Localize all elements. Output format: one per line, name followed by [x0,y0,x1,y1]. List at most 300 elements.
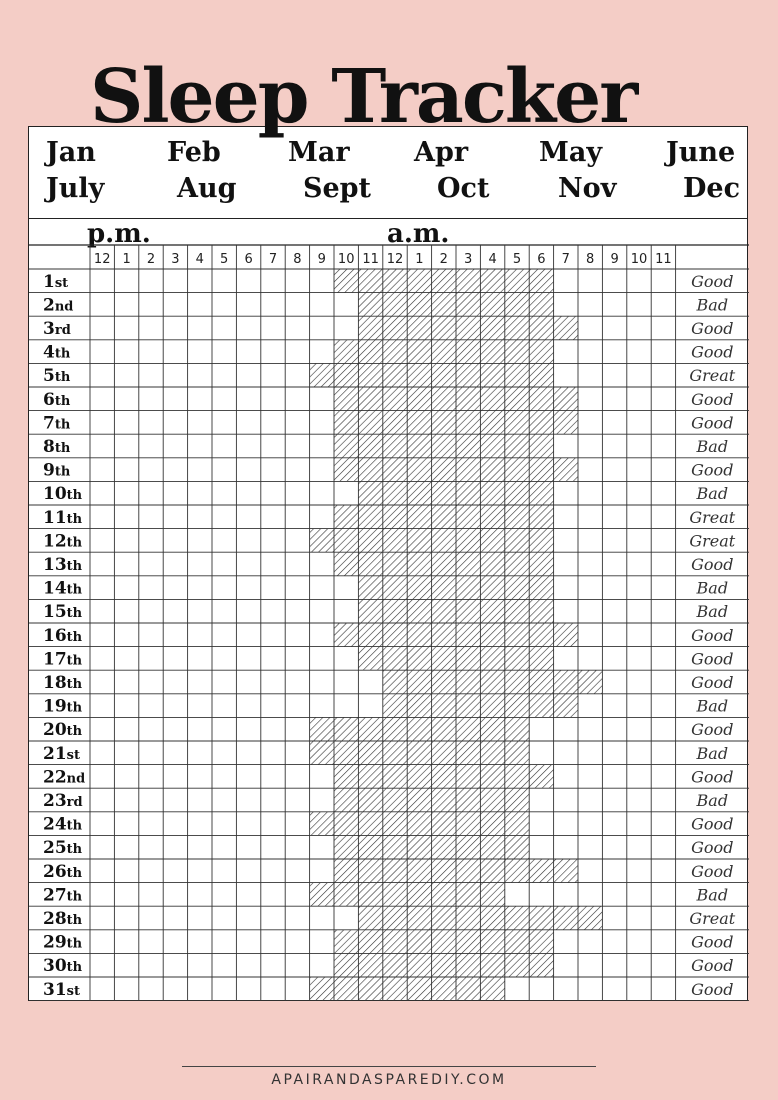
sleep-cell[interactable] [529,623,553,647]
sleep-cell[interactable] [383,953,407,977]
sleep-cell[interactable] [505,670,529,694]
sleep-cell[interactable] [505,411,529,435]
sleep-cell[interactable] [480,552,504,576]
sleep-cell[interactable] [456,930,480,954]
sleep-cell[interactable] [554,411,578,435]
sleep-cell[interactable] [432,741,456,765]
month-may[interactable]: May [539,137,603,168]
sleep-cell[interactable] [456,340,480,364]
sleep-cell[interactable] [407,434,431,458]
sleep-cell[interactable] [358,717,382,741]
sleep-rating[interactable]: Good [691,460,734,480]
sleep-cell[interactable] [334,859,358,883]
sleep-cell[interactable] [358,765,382,789]
sleep-cell[interactable] [383,552,407,576]
sleep-cell[interactable] [358,599,382,623]
sleep-cell[interactable] [383,434,407,458]
sleep-cell[interactable] [407,883,431,907]
sleep-cell[interactable] [505,434,529,458]
sleep-cell[interactable] [456,505,480,529]
sleep-cell[interactable] [529,765,553,789]
sleep-cell[interactable] [432,340,456,364]
sleep-cell[interactable] [383,599,407,623]
sleep-cell[interactable] [334,387,358,411]
sleep-cell[interactable] [505,623,529,647]
sleep-cell[interactable] [407,505,431,529]
sleep-rating[interactable]: Good [691,649,734,669]
sleep-cell[interactable] [383,293,407,317]
sleep-cell[interactable] [358,552,382,576]
sleep-cell[interactable] [407,670,431,694]
sleep-cell[interactable] [407,694,431,718]
sleep-cell[interactable] [432,411,456,435]
sleep-cell[interactable] [456,293,480,317]
sleep-cell[interactable] [480,599,504,623]
sleep-cell[interactable] [480,340,504,364]
sleep-cell[interactable] [407,647,431,671]
sleep-cell[interactable] [529,340,553,364]
sleep-cell[interactable] [358,269,382,293]
sleep-cell[interactable] [480,363,504,387]
month-feb[interactable]: Feb [167,137,221,168]
sleep-cell[interactable] [334,505,358,529]
sleep-cell[interactable] [358,340,382,364]
sleep-cell[interactable] [578,906,602,930]
sleep-cell[interactable] [456,883,480,907]
sleep-rating[interactable]: Bad [696,602,729,622]
sleep-cell[interactable] [407,481,431,505]
sleep-cell[interactable] [432,293,456,317]
sleep-cell[interactable] [383,529,407,553]
sleep-cell[interactable] [505,788,529,812]
sleep-cell[interactable] [480,576,504,600]
sleep-cell[interactable] [358,835,382,859]
sleep-cell[interactable] [334,953,358,977]
sleep-cell[interactable] [432,552,456,576]
sleep-rating[interactable]: Good [691,861,734,881]
sleep-cell[interactable] [383,977,407,1001]
sleep-rating[interactable]: Good [691,389,734,409]
sleep-cell[interactable] [358,529,382,553]
sleep-cell[interactable] [505,316,529,340]
sleep-cell[interactable] [407,269,431,293]
sleep-cell[interactable] [456,481,480,505]
sleep-cell[interactable] [358,316,382,340]
sleep-rating[interactable]: Bad [696,885,729,905]
sleep-cell[interactable] [334,434,358,458]
sleep-cell[interactable] [505,505,529,529]
sleep-cell[interactable] [334,930,358,954]
sleep-cell[interactable] [505,765,529,789]
sleep-cell[interactable] [456,623,480,647]
sleep-cell[interactable] [554,906,578,930]
sleep-cell[interactable] [310,741,334,765]
sleep-cell[interactable] [480,411,504,435]
sleep-cell[interactable] [529,953,553,977]
sleep-cell[interactable] [432,953,456,977]
sleep-cell[interactable] [505,812,529,836]
sleep-cell[interactable] [480,670,504,694]
sleep-cell[interactable] [456,599,480,623]
sleep-cell[interactable] [480,529,504,553]
sleep-cell[interactable] [358,647,382,671]
sleep-cell[interactable] [334,552,358,576]
sleep-cell[interactable] [505,458,529,482]
sleep-cell[interactable] [432,363,456,387]
sleep-cell[interactable] [358,623,382,647]
sleep-cell[interactable] [310,529,334,553]
sleep-cell[interactable] [334,812,358,836]
sleep-cell[interactable] [529,529,553,553]
sleep-cell[interactable] [505,576,529,600]
sleep-cell[interactable] [554,670,578,694]
sleep-rating[interactable]: Good [691,319,734,338]
sleep-cell[interactable] [529,411,553,435]
sleep-cell[interactable] [505,859,529,883]
sleep-cell[interactable] [432,481,456,505]
sleep-cell[interactable] [456,434,480,458]
sleep-cell[interactable] [456,977,480,1001]
sleep-cell[interactable] [505,717,529,741]
sleep-cell[interactable] [456,953,480,977]
sleep-cell[interactable] [358,363,382,387]
sleep-cell[interactable] [505,293,529,317]
sleep-cell[interactable] [480,788,504,812]
sleep-cell[interactable] [407,717,431,741]
sleep-cell[interactable] [334,835,358,859]
sleep-cell[interactable] [456,670,480,694]
sleep-cell[interactable] [480,316,504,340]
sleep-cell[interactable] [529,481,553,505]
sleep-cell[interactable] [456,812,480,836]
sleep-rating[interactable]: Good [691,956,734,976]
month-july[interactable]: July [46,173,105,204]
sleep-cell[interactable] [310,977,334,1001]
sleep-rating[interactable]: Good [691,413,734,433]
sleep-cell[interactable] [334,363,358,387]
sleep-cell[interactable] [505,552,529,576]
sleep-cell[interactable] [505,835,529,859]
sleep-cell[interactable] [383,387,407,411]
sleep-cell[interactable] [358,859,382,883]
sleep-cell[interactable] [358,576,382,600]
sleep-rating[interactable]: Great [689,909,736,928]
sleep-rating[interactable]: Bad [696,437,729,456]
sleep-cell[interactable] [432,906,456,930]
sleep-cell[interactable] [358,411,382,435]
sleep-rating[interactable]: Bad [696,295,729,315]
sleep-cell[interactable] [529,269,553,293]
month-mar[interactable]: Mar [288,137,350,168]
sleep-cell[interactable] [456,859,480,883]
sleep-cell[interactable] [334,717,358,741]
sleep-cell[interactable] [480,623,504,647]
sleep-cell[interactable] [456,647,480,671]
sleep-cell[interactable] [383,930,407,954]
sleep-cell[interactable] [407,859,431,883]
sleep-cell[interactable] [529,458,553,482]
sleep-cell[interactable] [480,930,504,954]
sleep-rating[interactable]: Good [691,932,734,952]
sleep-cell[interactable] [529,576,553,600]
sleep-rating[interactable]: Good [691,767,734,787]
sleep-cell[interactable] [358,481,382,505]
sleep-cell[interactable] [334,741,358,765]
sleep-cell[interactable] [407,788,431,812]
sleep-cell[interactable] [480,647,504,671]
sleep-cell[interactable] [383,647,407,671]
sleep-cell[interactable] [432,670,456,694]
sleep-cell[interactable] [480,434,504,458]
sleep-cell[interactable] [383,906,407,930]
sleep-cell[interactable] [529,434,553,458]
sleep-rating[interactable]: Good [691,720,734,740]
sleep-cell[interactable] [432,576,456,600]
sleep-cell[interactable] [383,411,407,435]
sleep-cell[interactable] [505,387,529,411]
sleep-cell[interactable] [505,340,529,364]
sleep-cell[interactable] [456,906,480,930]
sleep-rating[interactable]: Good [691,555,734,574]
sleep-cell[interactable] [358,977,382,1001]
sleep-cell[interactable] [432,387,456,411]
sleep-cell[interactable] [383,363,407,387]
sleep-cell[interactable] [407,599,431,623]
sleep-cell[interactable] [554,859,578,883]
sleep-cell[interactable] [432,529,456,553]
sleep-cell[interactable] [407,552,431,576]
sleep-cell[interactable] [529,930,553,954]
sleep-cell[interactable] [480,458,504,482]
sleep-cell[interactable] [358,741,382,765]
sleep-rating[interactable]: Good [691,814,734,834]
sleep-cell[interactable] [407,765,431,789]
sleep-cell[interactable] [505,481,529,505]
sleep-cell[interactable] [407,387,431,411]
sleep-cell[interactable] [456,458,480,482]
sleep-cell[interactable] [432,835,456,859]
sleep-cell[interactable] [334,623,358,647]
sleep-cell[interactable] [480,859,504,883]
sleep-cell[interactable] [432,434,456,458]
sleep-cell[interactable] [358,434,382,458]
sleep-cell[interactable] [480,387,504,411]
sleep-cell[interactable] [480,269,504,293]
sleep-cell[interactable] [554,316,578,340]
sleep-cell[interactable] [383,505,407,529]
month-jan[interactable]: Jan [46,137,96,168]
sleep-cell[interactable] [480,717,504,741]
sleep-cell[interactable] [480,505,504,529]
sleep-rating[interactable]: Great [689,507,736,527]
sleep-cell[interactable] [358,906,382,930]
sleep-cell[interactable] [480,812,504,836]
sleep-cell[interactable] [432,859,456,883]
sleep-cell[interactable] [383,269,407,293]
sleep-cell[interactable] [407,741,431,765]
sleep-cell[interactable] [383,340,407,364]
sleep-cell[interactable] [407,576,431,600]
sleep-cell[interactable] [407,316,431,340]
sleep-cell[interactable] [383,458,407,482]
sleep-cell[interactable] [358,812,382,836]
sleep-cell[interactable] [505,647,529,671]
sleep-cell[interactable] [407,930,431,954]
sleep-cell[interactable] [432,458,456,482]
sleep-cell[interactable] [578,670,602,694]
sleep-cell[interactable] [383,316,407,340]
sleep-cell[interactable] [407,906,431,930]
sleep-cell[interactable] [554,623,578,647]
sleep-cell[interactable] [529,694,553,718]
sleep-cell[interactable] [383,623,407,647]
sleep-cell[interactable] [480,694,504,718]
sleep-cell[interactable] [529,599,553,623]
sleep-cell[interactable] [505,741,529,765]
sleep-cell[interactable] [480,883,504,907]
sleep-cell[interactable] [310,717,334,741]
sleep-rating[interactable]: Good [691,342,734,362]
sleep-cell[interactable] [529,387,553,411]
sleep-cell[interactable] [480,293,504,317]
month-sept[interactable]: Sept [303,173,372,204]
sleep-cell[interactable] [456,694,480,718]
sleep-rating[interactable]: Great [689,366,736,386]
sleep-cell[interactable] [480,953,504,977]
sleep-cell[interactable] [407,953,431,977]
sleep-cell[interactable] [432,765,456,789]
sleep-cell[interactable] [505,930,529,954]
sleep-cell[interactable] [529,363,553,387]
sleep-cell[interactable] [334,529,358,553]
sleep-cell[interactable] [383,717,407,741]
sleep-cell[interactable] [505,953,529,977]
sleep-cell[interactable] [334,765,358,789]
sleep-cell[interactable] [505,694,529,718]
sleep-cell[interactable] [358,788,382,812]
sleep-cell[interactable] [480,835,504,859]
sleep-cell[interactable] [480,906,504,930]
sleep-cell[interactable] [407,411,431,435]
sleep-cell[interactable] [432,930,456,954]
sleep-cell[interactable] [456,411,480,435]
sleep-cell[interactable] [480,765,504,789]
sleep-cell[interactable] [334,788,358,812]
month-june[interactable]: June [666,137,736,168]
sleep-cell[interactable] [407,835,431,859]
sleep-cell[interactable] [383,788,407,812]
sleep-cell[interactable] [358,883,382,907]
sleep-cell[interactable] [456,741,480,765]
month-dec[interactable]: Dec [683,173,741,204]
sleep-cell[interactable] [407,363,431,387]
sleep-cell[interactable] [432,883,456,907]
sleep-cell[interactable] [383,694,407,718]
sleep-cell[interactable] [358,458,382,482]
sleep-cell[interactable] [505,363,529,387]
sleep-cell[interactable] [529,293,553,317]
sleep-cell[interactable] [432,647,456,671]
sleep-cell[interactable] [432,812,456,836]
sleep-rating[interactable]: Bad [696,696,729,716]
sleep-cell[interactable] [554,694,578,718]
month-apr[interactable]: Apr [414,137,469,168]
sleep-cell[interactable] [383,883,407,907]
sleep-cell[interactable] [529,906,553,930]
sleep-cell[interactable] [358,930,382,954]
sleep-cell[interactable] [432,599,456,623]
sleep-cell[interactable] [480,977,504,1001]
sleep-cell[interactable] [456,788,480,812]
sleep-cell[interactable] [334,458,358,482]
sleep-rating[interactable]: Bad [696,743,729,763]
sleep-cell[interactable] [407,812,431,836]
sleep-cell[interactable] [383,859,407,883]
sleep-cell[interactable] [456,765,480,789]
sleep-cell[interactable] [310,812,334,836]
sleep-cell[interactable] [432,788,456,812]
sleep-rating[interactable]: Good [691,979,734,999]
sleep-cell[interactable] [358,953,382,977]
sleep-cell[interactable] [383,481,407,505]
sleep-cell[interactable] [456,552,480,576]
sleep-cell[interactable] [529,505,553,529]
sleep-cell[interactable] [432,977,456,1001]
sleep-cell[interactable] [505,906,529,930]
sleep-cell[interactable] [432,505,456,529]
sleep-cell[interactable] [407,977,431,1001]
sleep-cell[interactable] [480,481,504,505]
sleep-cell[interactable] [554,387,578,411]
sleep-rating[interactable]: Good [691,673,734,692]
sleep-cell[interactable] [432,269,456,293]
sleep-cell[interactable] [383,741,407,765]
sleep-cell[interactable] [383,812,407,836]
sleep-cell[interactable] [456,269,480,293]
sleep-cell[interactable] [456,316,480,340]
sleep-cell[interactable] [480,741,504,765]
sleep-cell[interactable] [529,670,553,694]
sleep-rating[interactable]: Good [691,625,734,645]
sleep-cell[interactable] [383,576,407,600]
month-oct[interactable]: Oct [437,173,490,204]
sleep-cell[interactable] [505,529,529,553]
sleep-cell[interactable] [456,717,480,741]
sleep-cell[interactable] [529,859,553,883]
sleep-cell[interactable] [432,623,456,647]
sleep-cell[interactable] [407,623,431,647]
sleep-cell[interactable] [432,694,456,718]
sleep-rating[interactable]: Good [691,838,734,858]
sleep-cell[interactable] [334,269,358,293]
sleep-cell[interactable] [407,529,431,553]
sleep-rating[interactable]: Good [691,271,734,291]
sleep-cell[interactable] [529,647,553,671]
sleep-rating[interactable]: Bad [696,791,729,810]
sleep-cell[interactable] [456,387,480,411]
sleep-cell[interactable] [456,576,480,600]
sleep-cell[interactable] [554,458,578,482]
sleep-cell[interactable] [358,293,382,317]
sleep-rating[interactable]: Great [689,531,736,551]
sleep-cell[interactable] [383,835,407,859]
sleep-cell[interactable] [334,340,358,364]
sleep-cell[interactable] [383,765,407,789]
sleep-cell[interactable] [505,599,529,623]
sleep-cell[interactable] [310,363,334,387]
month-aug[interactable]: Aug [177,173,237,204]
sleep-cell[interactable] [358,505,382,529]
